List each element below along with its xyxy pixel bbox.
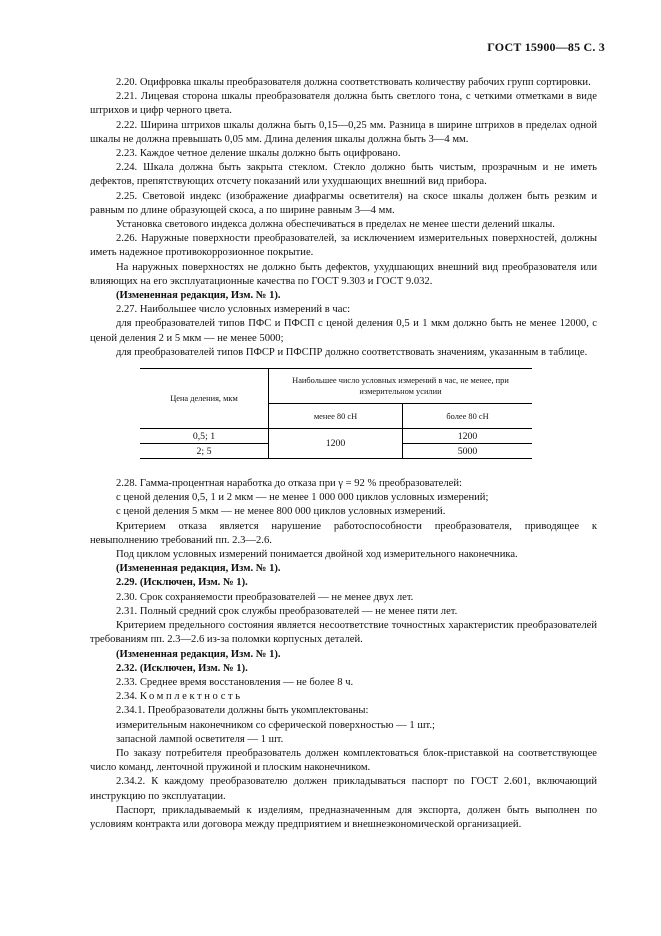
paragraph: для преобразователей типов ПФСР и ПФСПР должно соответствовать значениям, указанным в таблице.	[116, 346, 588, 358]
subheader-less-80: менее 80 сН	[269, 404, 403, 429]
paragraph: 2.34.2. К каждому преобразователю должен прикладываться паспорт по ГОСТ 2.601, включающий инструкцию по эксплуатации.	[90, 776, 597, 802]
row2-division: 2; 5	[140, 444, 269, 459]
paragraph: 2.31. Полный средний срок службы преобразователей — не менее пяти лет.	[116, 605, 458, 617]
paragraph: с ценой деления 0,5, 1 и 2 мкм — не менее 1 000 000 циклов условных измерений;	[116, 492, 489, 504]
document-body	[90, 76, 597, 832]
paragraph: Под циклом условных измерений понимается двойной ход измерительного наконечника.	[116, 549, 518, 561]
paragraph: Критерием отказа является нарушение работоспособности преобразователя, приводящее к невыполнению требований пп. 2.3—2.6.	[90, 520, 597, 546]
paragraph: Установка светового индекса должна обеспечиваться в пределах не менее шести делений шкалы.	[116, 219, 555, 231]
paragraph: 2.33. Среднее время восстановления — не более 8 ч.	[116, 676, 354, 688]
group-header: Наибольшее число условных измерений в час, не менее, при измерительном усилии	[269, 369, 533, 404]
subheader-more-80: более 80 сН	[403, 404, 533, 429]
paragraph: (Измененная редакция, Изм. № 1).	[116, 648, 281, 660]
paragraph: с ценой деления 5 мкм — не менее 800 000 циклов условных измерений.	[116, 506, 446, 518]
paragraph: (Измененная редакция, Изм. № 1).	[116, 563, 281, 575]
paragraph: На наружных поверхностях не должно быть дефектов, ухудшающих внешний вид преобразователя или влияющих на его эксплуатационные качества по ГОСТ 9.303 и ГОСТ 9.032.	[90, 261, 597, 287]
paragraph: (Измененная редакция, Изм. № 1).	[116, 290, 281, 302]
paragraph: 2.21. Лицевая сторона шкалы преобразователя должна быть светлого тона, с четкими отметками в виде штрихов и цифр черного цвета.	[90, 91, 597, 117]
merged-value-cell: 1200	[269, 429, 403, 459]
kit-heading	[90, 690, 597, 704]
paragraph: 2.30. Срок сохраняемости преобразователей — не менее двух лет.	[116, 591, 414, 603]
kit-heading-label: Комплектность	[139, 691, 243, 703]
paragraph: 2.32. (Исключен, Изм. № 1).	[116, 662, 248, 674]
paragraph: 2.34.1. Преобразователи должны быть укомплектованы:	[116, 705, 369, 717]
paragraph: 2.23. Каждое четное деление шкалы должно быть оцифровано.	[116, 148, 401, 160]
row1-value: 1200	[403, 429, 533, 444]
paragraph: По заказу потребителя преобразователь должен комплектоваться блок-приставкой на соответствующее число команд, ленточной пружиной и плоским наконечником.	[90, 747, 597, 774]
page-header: ГОСТ 15900—85 С. 3	[487, 40, 605, 54]
paragraph: 2.20. Оцифровка шкалы преобразователя должна соответствовать количеству рабочих групп сортировки.	[116, 77, 591, 88]
paragraphs-bottom	[90, 477, 597, 690]
paragraph: 2.27. Наибольшее число условных измерений в час:	[116, 304, 351, 316]
kit-heading-number: 2.34.	[116, 691, 138, 703]
paragraph: 2.26. Наружные поверхности преобразователей, за исключением измерительных поверхностей, должны иметь надежное противокоррозионное покрытие.	[90, 233, 597, 259]
paragraph: Критерием предельного состояния является несоответствие точностных характеристик преобразователей требованиям пп. 2.3—2.6 из-за поломки корпусных деталей.	[90, 620, 597, 646]
row1-division: 0,5; 1	[140, 429, 269, 444]
paragraph: 2.25. Световой индекс (изображение диафрагмы осветителя) на скосе шкалы должен быть резким и равным по длине образующей скоса, а по ширине равным 3—4 мм.	[90, 190, 597, 216]
paragraph: 2.22. Ширина штрихов шкалы должна быть 0,15—0,25 мм. Разница в ширине штрихов в пределах одной шкалы не должна превышать 0,05 мм. Длина деления шкалы должна быть 3—4 мм.	[90, 119, 597, 145]
paragraphs-kit	[90, 704, 597, 832]
paragraph: запасной лампой осветителя — 1 шт.	[116, 733, 284, 745]
spec-table	[140, 368, 532, 459]
table-row	[140, 429, 532, 444]
paragraph: 2.28. Гамма-процентная наработка до отказа при γ = 92 % преобразователей:	[116, 478, 462, 490]
paragraphs-top	[90, 76, 597, 360]
paragraph: 2.24. Шкала должна быть закрыта стеклом. Стекло должно быть чистым, прозрачным и не иметь дефектов, препятствующих отсчету показаний или ухудшающих внешний вид прибора.	[90, 162, 597, 188]
col-division-header: Цена деления, мкм	[140, 369, 269, 429]
paragraph: измерительным наконечником со сферической поверхностью — 1 шт.;	[116, 719, 435, 731]
paragraph: Паспорт, прикладываемый к изделиям, предназначенным для экспорта, должен быть выполнен по условиям контракта или договора между предприятием и внешнеэкономической организацией.	[90, 804, 597, 830]
paragraph: 2.29. (Исключен, Изм. № 1).	[116, 577, 248, 589]
paragraph: для преобразователей типов ПФС и ПФСП с ценой деления 0,5 и 1 мкм должно быть не менее 12000, с ценой деления 2 и 5 мкм — не менее 5000;	[90, 318, 597, 344]
row2-value: 5000	[403, 444, 533, 459]
